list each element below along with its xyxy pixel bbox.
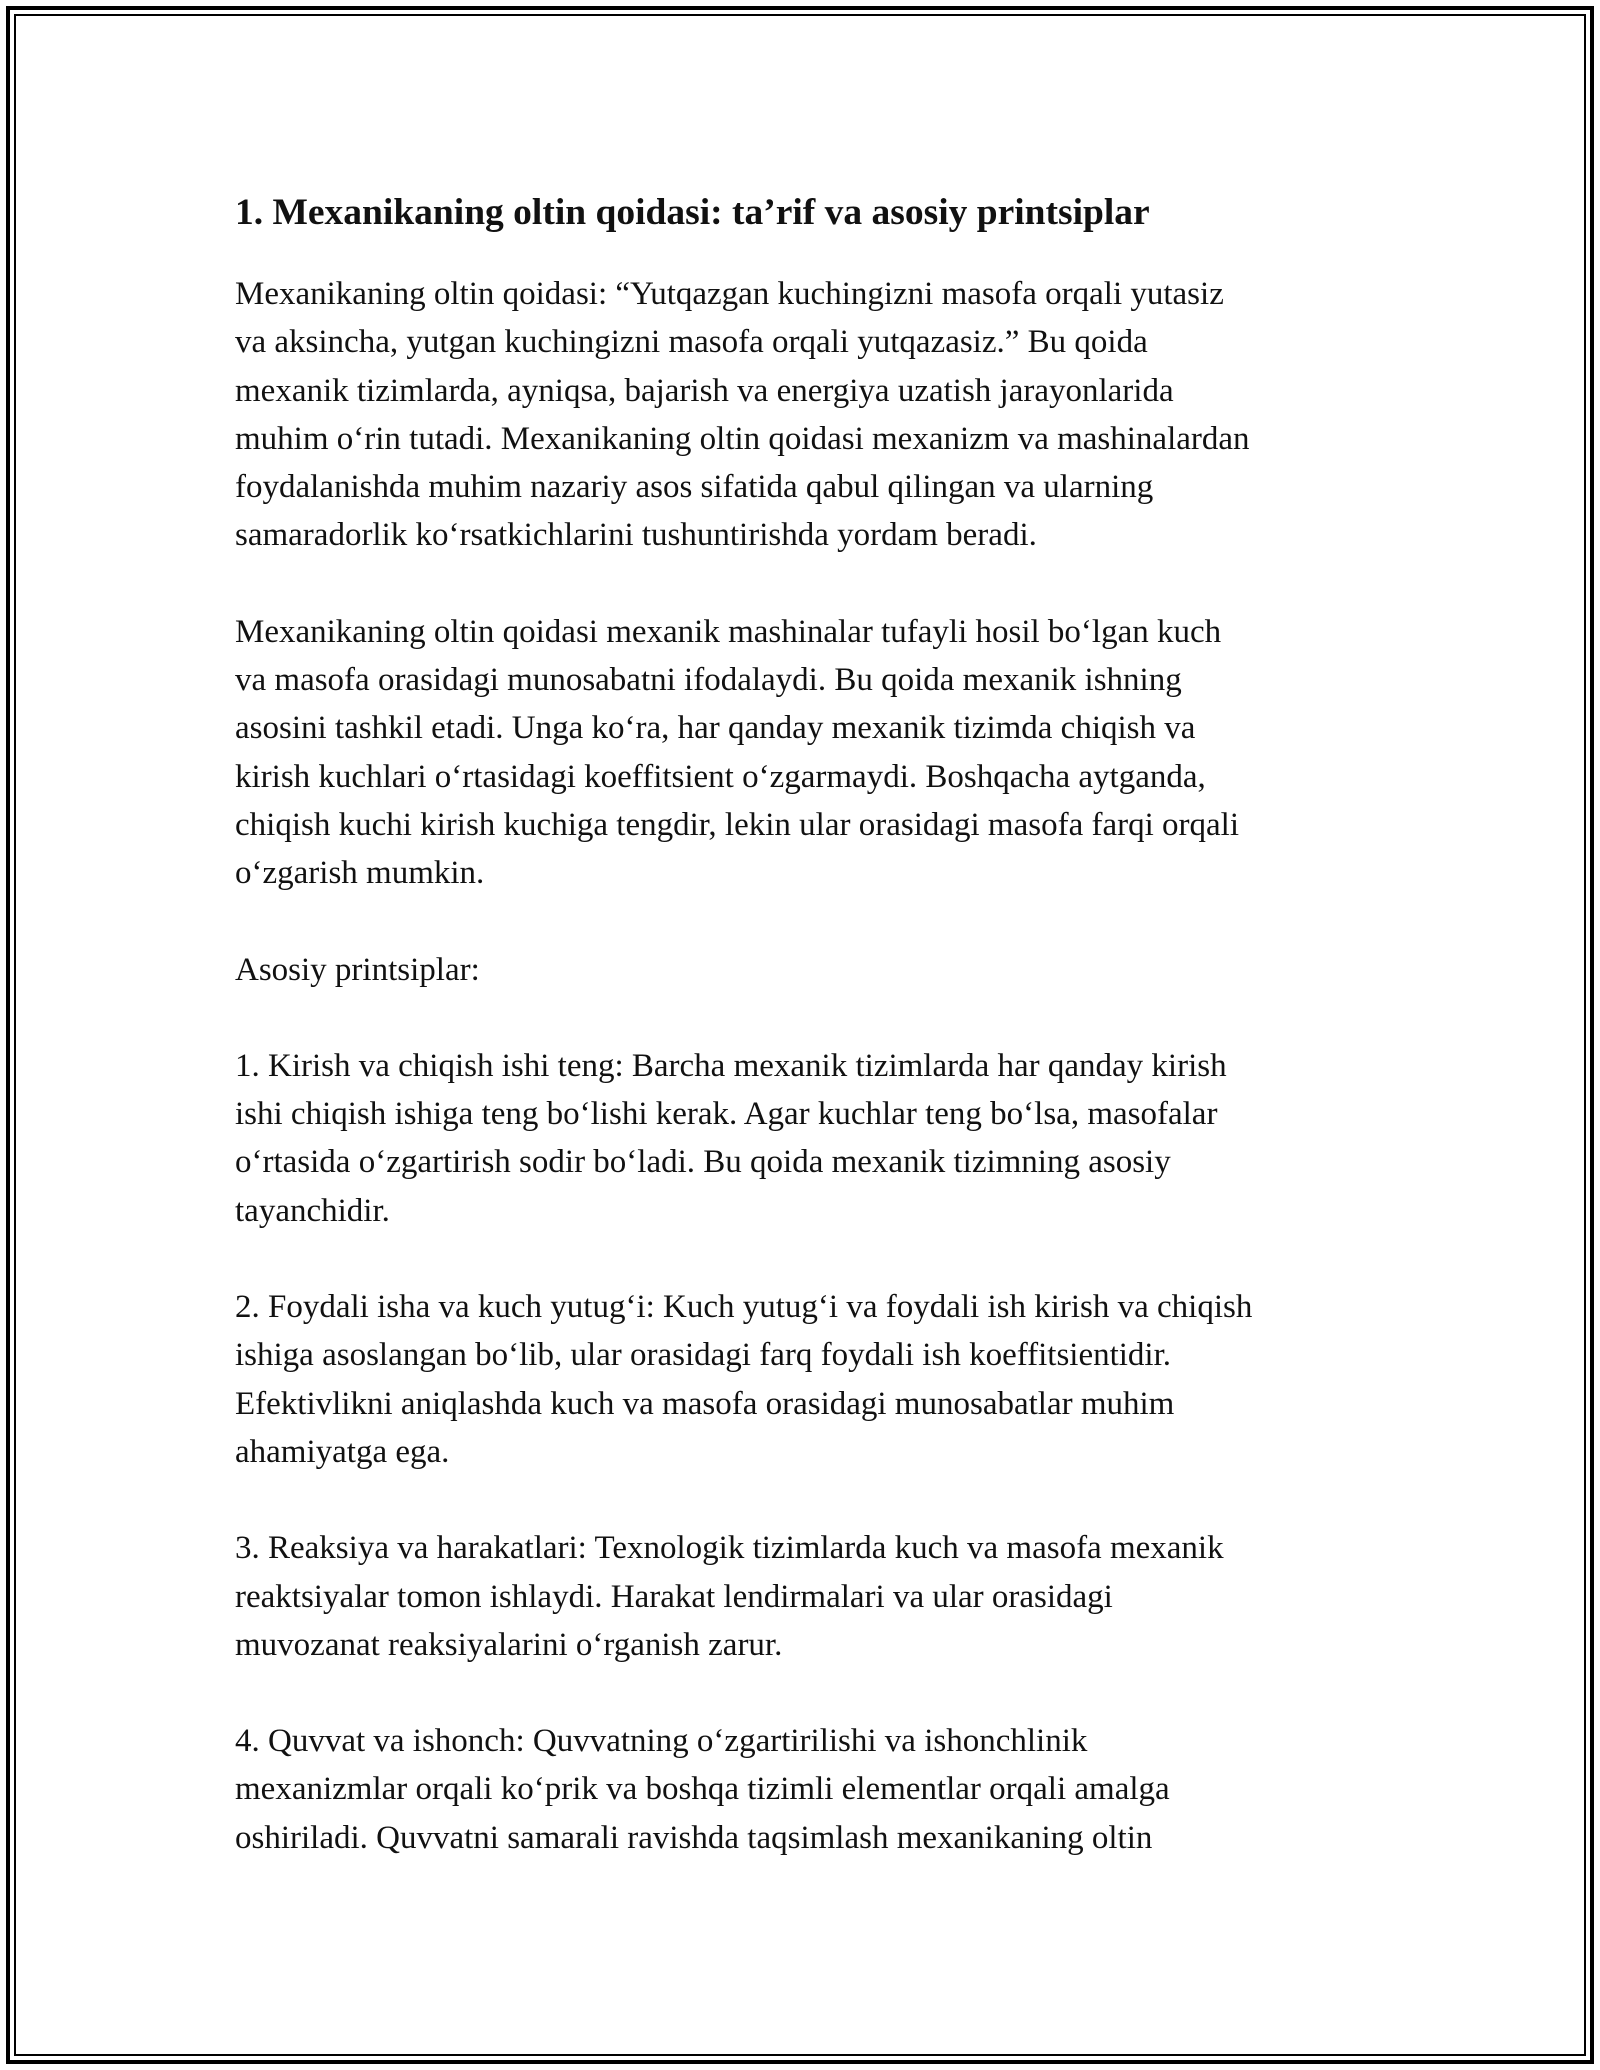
text-line: Mexanikaning oltin qoidasi: “Yutqazgan kuchingizni masofa orqali yutasiz <box>235 276 1224 312</box>
document-body <box>235 188 1370 1862</box>
text-line: va aksincha, yutgan kuchingizni masofa orqali yutqazasiz.” Bu qoida <box>235 324 1148 361</box>
text-line: oʻzgarish mumkin. <box>235 855 485 892</box>
text-line: asosini tashkil etadi. Unga koʻra, har qanday mexanik tizimda chiqish va <box>235 710 1196 747</box>
text-line: ishiga asoslangan boʻlib, ular orasidagi farq foydali ish koeffitsientidir. <box>235 1337 1172 1374</box>
text-line: 1. Kirish va chiqish ishi teng: Barcha mexanik tizimlarda har qanday kirish <box>235 1047 1227 1084</box>
text-line: 4. Quvvat va ishonch: Quvvatning oʻzgartirilishi va ishonchlinik <box>235 1723 1088 1760</box>
text-line: mexanik tizimlarda, ayniqsa, bajarish va energiya uzatish jarayonlarida <box>235 372 1174 409</box>
paragraph <box>235 270 1370 560</box>
paragraph-list <box>235 270 1370 1862</box>
paragraph <box>235 608 1370 898</box>
paragraph <box>235 1042 1370 1235</box>
text-line: muvozanat reaksiyalarini oʻrganish zarur. <box>235 1626 783 1663</box>
text-line: tayanchidir. <box>235 1192 390 1229</box>
text-line: chiqish kuchi kirish kuchiga tengdir, lekin ular orasidagi masofa farqi orqali <box>235 806 1239 843</box>
paragraph <box>235 1717 1370 1862</box>
text-line: oʻrtasida oʻzgartirish sodir boʻladi. Bu qoida mexanik tizimning asosiy <box>235 1144 1171 1181</box>
text-line: muhim oʻrin tutadi. Mexanikaning oltin qoidasi mexanizm va mashinalardan <box>235 420 1250 457</box>
paragraph <box>235 946 1370 994</box>
paragraph <box>235 1283 1370 1476</box>
text-line: mexanizmlar orqali koʻprik va boshqa tizimli elementlar orqali amalga <box>235 1771 1170 1808</box>
text-line: 3. Reaksiya va harakatlari: Texnologik tizimlarda kuch va masofa mexanik <box>235 1530 1224 1567</box>
text-line: va masofa orasidagi munosabatni ifodalaydi. Bu qoida mexanik ishning <box>235 662 1182 699</box>
text-line: ahamiyatga ega. <box>235 1433 450 1470</box>
document-title: 1. Mexanikaning oltin qoidasi: ta’rif va asosiy printsiplar <box>235 192 1150 233</box>
text-line: Asosiy printsiplar: <box>235 951 480 988</box>
text-line: samaradorlik koʻrsatkichlarini tushuntirishda yordam beradi. <box>235 517 1037 554</box>
text-line: kirish kuchlari oʻrtasidagi koeffitsient oʻzgarmaydi. Boshqacha aytganda, <box>235 758 1206 795</box>
text-line: Mexanikaning oltin qoidasi mexanik mashinalar tufayli hosil boʻlgan kuch <box>235 613 1222 650</box>
paragraph <box>235 1524 1370 1669</box>
text-line: foydalanishda muhim nazariy asos sifatida qabul qilingan va ularning <box>235 469 1154 506</box>
text-line: reaktsiyalar tomon ishlaydi. Harakat lendirmalari va ular orasidagi <box>235 1578 1113 1615</box>
text-line: 2. Foydali isha va kuch yutugʻi: Kuch yutugʻi va foydali ish kirish va chiqish <box>235 1289 1253 1326</box>
text-line: Efektivlikni aniqlashda kuch va masofa orasidagi munosabatlar muhim <box>235 1385 1175 1422</box>
text-line: ishi chiqish ishiga teng boʻlishi kerak. Agar kuchlar teng boʻlsa, masofalar <box>235 1096 1218 1133</box>
text-line: oshiriladi. Quvvatni samarali ravishda taqsimlash mexanikaning oltin <box>235 1819 1153 1856</box>
